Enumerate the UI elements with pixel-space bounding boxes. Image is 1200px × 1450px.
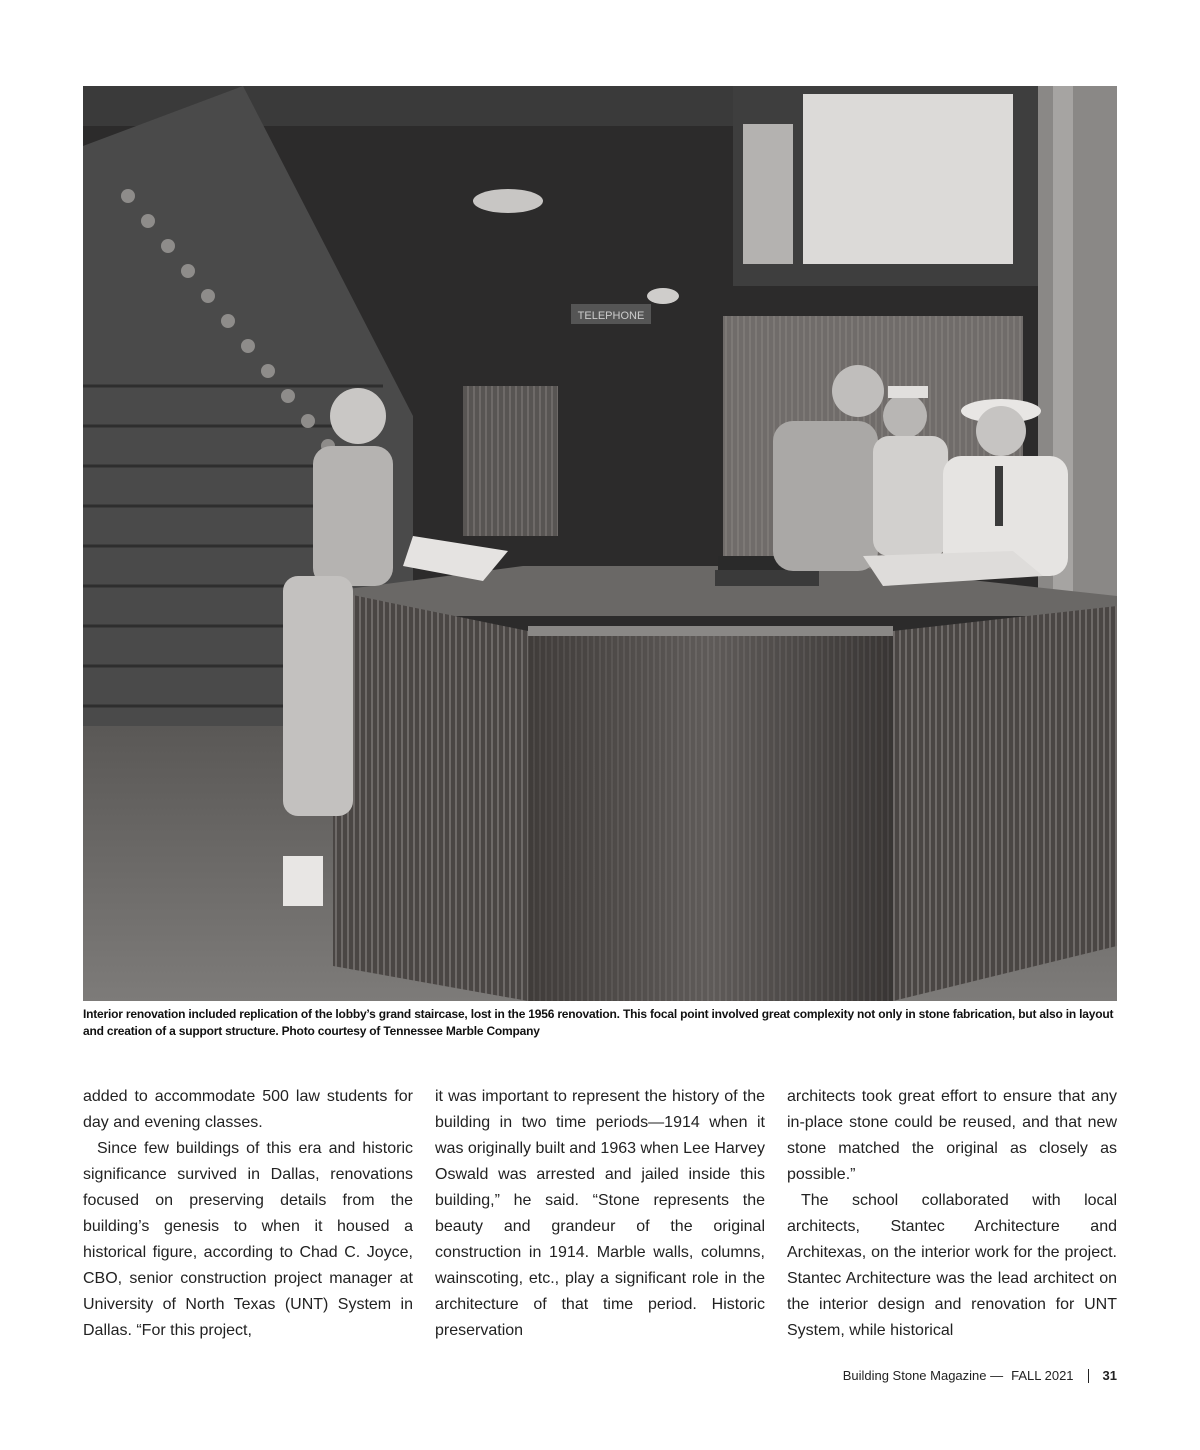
paragraph: The school collaborated with local architects, Stantec Architecture and Architexas, on the interior work for the project. Stantec Architecture was the lead architect on the interior design and renovation for UNT System, while historical: [787, 1192, 1117, 1339]
article-body: [83, 1084, 1117, 1344]
footer-divider: [1088, 1369, 1089, 1383]
photo-caption: Interior renovation included replication of the lobby’s grand staircase, lost in the 1956 renovation. This focal point involved great complexity not only in stone fabrication, but also in layout and creation of a support structure. Photo courtesy of Tennessee Marble Company: [83, 1007, 1114, 1038]
issue-label: FALL 2021: [1011, 1368, 1074, 1383]
lobby-photo-illustration: [83, 86, 1117, 1001]
telephone-sign: TELEPHONE: [577, 310, 645, 322]
paragraph: added to accommodate 500 law students for day and evening classes.: [83, 1088, 413, 1131]
article-column-1: [83, 1084, 413, 1344]
historic-lobby-photo: [83, 86, 1117, 1001]
paragraph: it was important to represent the history of the building in two time periods—1914 when it was originally built and 1963 when Lee Harvey Oswald was arrested and jailed inside this building,” he said. “Stone represents the beauty and grandeur of the original construction in 1914. Marble walls, columns, wainscoting, etc., play a significant role in the architecture of that time period. Historic preservation: [435, 1088, 765, 1339]
article-column-2: [435, 1084, 765, 1344]
paragraph: Since few buildings of this era and historic significance survived in Dallas, renovations focused on preserving details from the building’s genesis to when it housed a historical figure, according to Chad C. Joyce, CBO, senior construction project manager at University of North Texas (UNT) System in Dallas. “For this project,: [83, 1140, 413, 1339]
page-footer: [843, 1368, 1117, 1383]
publication-name: Building Stone Magazine —: [842, 1368, 1004, 1383]
paragraph: architects took great effort to ensure that any in-place stone could be reused, and that new stone matched the original as closely as possible.”: [787, 1088, 1117, 1183]
article-column-3: [787, 1084, 1117, 1344]
page-number: 31: [1102, 1368, 1117, 1383]
